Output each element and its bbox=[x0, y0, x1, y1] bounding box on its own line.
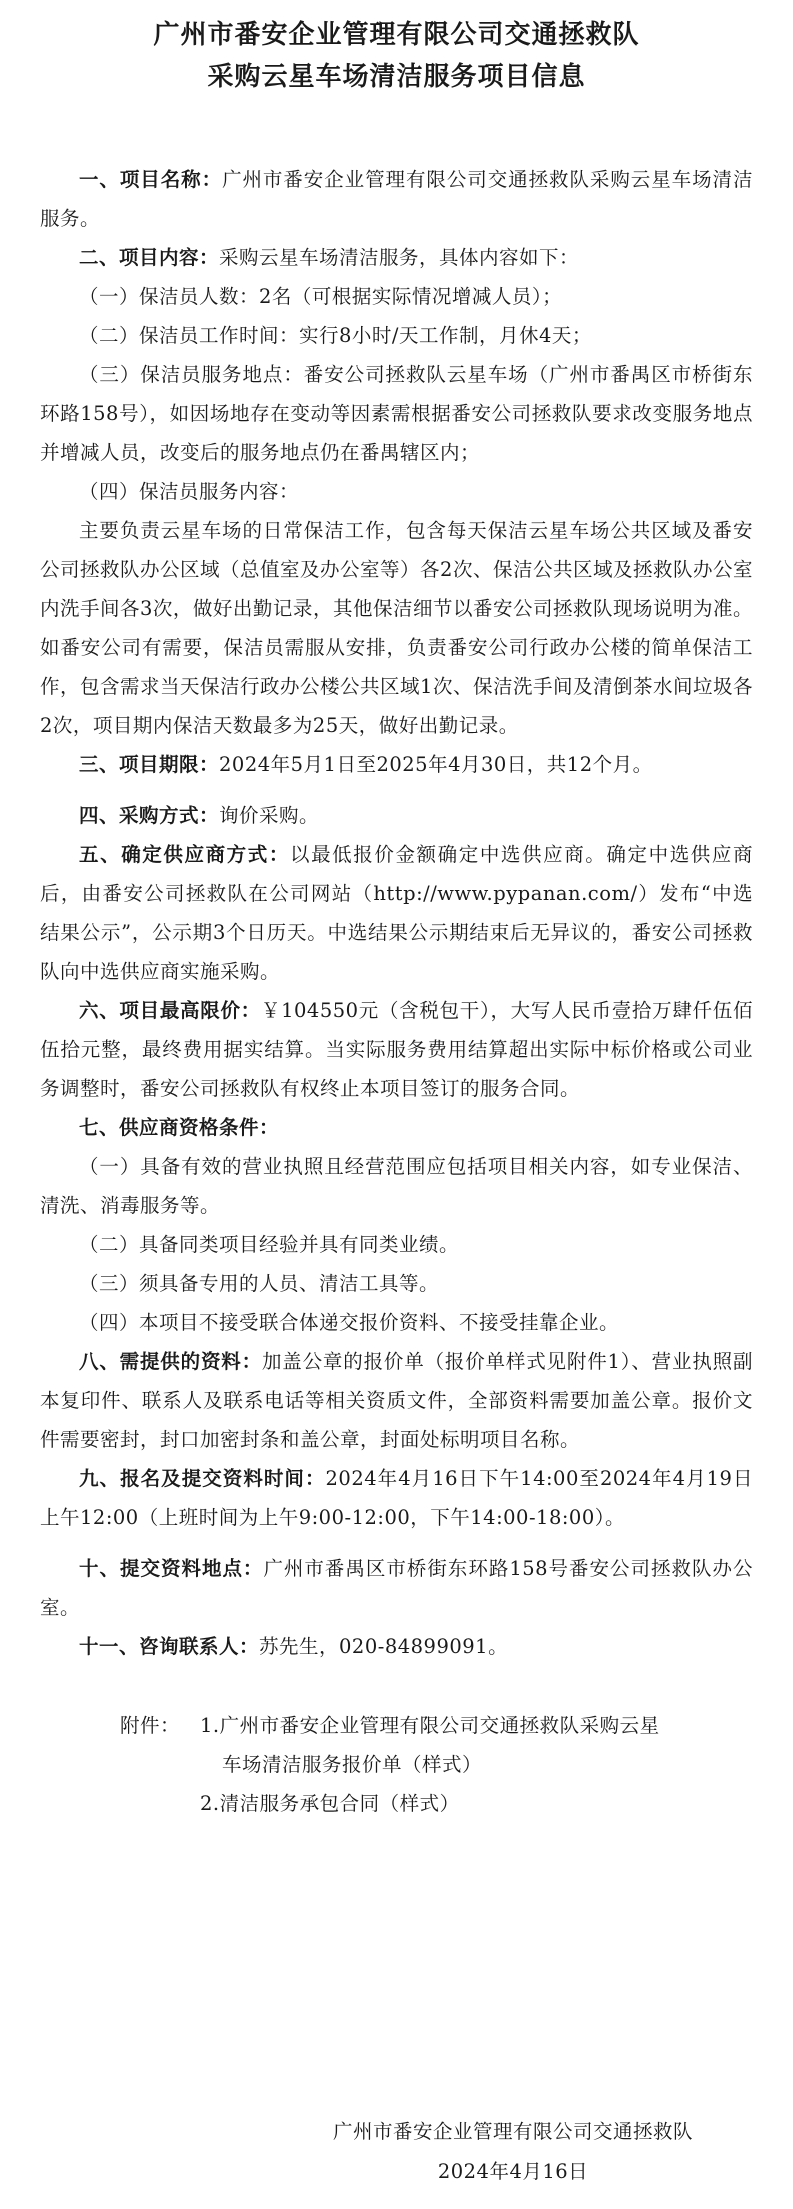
attachments-list bbox=[40, 1706, 753, 1823]
document-body bbox=[40, 160, 753, 1666]
signature-org: 广州市番安企业管理有限公司交通拯救队 bbox=[332, 2120, 693, 2143]
qualification-item-personnel: （三）须具备专用的人员、清洁工具等。 bbox=[79, 1272, 440, 1295]
signature-date: 2024年4月16日 bbox=[437, 2160, 589, 2183]
content-item-duties-detail: 主要负责云星车场的日常保洁工作，包含每天保洁云星车场公共区域及番安公司拯救队办公区域（总值室及办公室等）各2次、保洁公共区域及拯救队办公室内洗手间各3次，做好出勤记录，其他保洁细节以番安公司拯救队现场说明为准。如番安公司有需要，保洁员需服从安排，负责番安公司行政办公楼的简单保洁工作，包含需求当天保洁行政办公楼公共区域1次、保洁洗手间及清倒茶水间垃圾各2次，项目期内保洁天数最多为25天，做好出勤记录。 bbox=[40, 519, 753, 737]
attachments-heading: 附件： bbox=[120, 1714, 181, 1737]
section-procurement-method: 四、采购方式：询价采购。 bbox=[79, 804, 320, 827]
section-supplier-qualifications: 七、供应商资格条件： bbox=[79, 1116, 280, 1139]
section-required-documents: 八、需提供的资料：加盖公章的报价单（报价单样式见附件1）、营业执照副本复印件、联系人及联系电话等相关资质文件，全部资料需要加盖公章。报价文件需要密封，封口加密封条和盖公章，封面处标明项目名称。 bbox=[40, 1350, 753, 1451]
section-supplier-selection: 五、确定供应商方式：以最低报价金额确定中选供应商。确定中选供应商后，由番安公司拯救队在公司网站（http://www.pypanan.com/）发布“中选结果公示”，公示期3个日历天。中选结果公示期结束后无异议的，番安公司拯救队向中选供应商实施采购。 bbox=[40, 843, 753, 983]
attachment-item-contract: 2.清洁服务承包合同（样式） bbox=[200, 1792, 460, 1815]
section-submission-location: 十、提交资料地点：广州市番禺区市桥街东环路158号番安公司拯救队办公室。 bbox=[40, 1557, 753, 1619]
title-line-1: 广州市番安企业管理有限公司交通拯救队 bbox=[153, 20, 640, 50]
content-item-location: （三）保洁员服务地点：番安公司拯救队云星车场（广州市番禺区市桥街东环路158号），如因场地存在变动等因素需根据番安公司拯救队要求改变服务地点并增减人员，改变后的服务地点仍在番禺辖区内； bbox=[40, 363, 753, 464]
page-title bbox=[40, 14, 753, 98]
qualification-item-no-consortium: （四）本项目不接受联合体递交报价资料、不接受挂靠企业。 bbox=[79, 1311, 620, 1334]
content-item-duties-heading: （四）保洁员服务内容： bbox=[79, 480, 300, 503]
section-contact-person: 十一、咨询联系人：苏先生，020-84899091。 bbox=[79, 1635, 509, 1658]
qualification-item-experience: （二）具备同类项目经验并具有同类业绩。 bbox=[79, 1233, 460, 1256]
section-submission-time: 九、报名及提交资料时间：2024年4月16日下午14:00至2024年4月19日上午12:00（上班时间为上午9:00-12:00，下午14:00-18:00）。 bbox=[40, 1467, 753, 1529]
content-item-work-hours: （二）保洁员工作时间：实行8小时/天工作制，月休4天； bbox=[79, 324, 592, 347]
qualification-item-license: （一）具备有效的营业执照且经营范围应包括项目相关内容，如专业保洁、清洗、消毒服务等。 bbox=[40, 1155, 753, 1217]
section-project-period: 三、项目期限：2024年5月1日至2025年4月30日，共12个月。 bbox=[79, 753, 653, 776]
attachment-item-quote-form: 1.广州市番安企业管理有限公司交通拯救队采购云星 车场清洁服务报价单（样式） bbox=[200, 1714, 660, 1776]
section-project-content: 二、项目内容：采购云星车场清洁服务，具体内容如下： bbox=[79, 246, 580, 269]
content-item-staff-count: （一）保洁员人数：2名（可根据实际情况增减人员）； bbox=[79, 285, 563, 308]
section-project-name: 一、项目名称：广州市番安企业管理有限公司交通拯救队采购云星车场清洁服务。 bbox=[40, 168, 753, 230]
signature-block bbox=[333, 2112, 693, 2192]
title-line-2: 采购云星车场清洁服务项目信息 bbox=[207, 62, 586, 92]
section-max-price: 六、项目最高限价：￥104550元（含税包干），大写人民币壹拾万肆仟伍佰伍拾元整，最终费用据实结算。当实际服务费用结算超出实际中标价格或公司业务调整时，番安公司拯救队有权终止本项目签订的服务合同。 bbox=[40, 999, 753, 1100]
